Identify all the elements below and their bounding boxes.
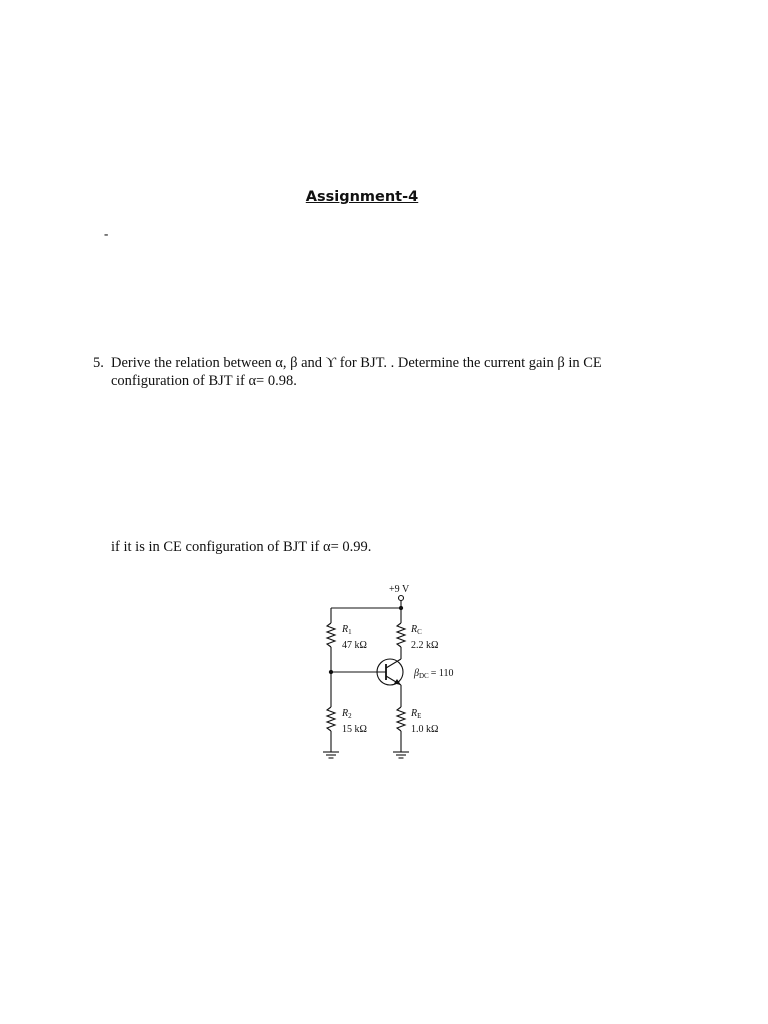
rc-value: 2.2 kΩ bbox=[411, 640, 439, 651]
r2-value: 15 kΩ bbox=[342, 724, 367, 735]
re-label: $R_E$ bbox=[411, 708, 422, 720]
rc-label: $R_C$ bbox=[411, 624, 422, 636]
question-text: Derive the relation between α, β and ϒ for BJT. . Determine the current gain β in CE configuration of BJT if α= 0.98. bbox=[111, 355, 602, 389]
supply-label: +9 V bbox=[389, 584, 410, 595]
beta-label: $\beta_{DC} = 110$ bbox=[414, 668, 454, 680]
stray-mark: - bbox=[104, 226, 109, 241]
r2-label: $R_2$ bbox=[342, 708, 352, 720]
r1-value: 47 kΩ bbox=[342, 640, 367, 651]
rc-resistor bbox=[397, 623, 405, 647]
re-value: 1.0 kΩ bbox=[411, 724, 439, 735]
followup-text: if it is in CE configuration of BJT if α= 0.99. bbox=[111, 539, 372, 555]
r1-label: $R_1$ bbox=[342, 624, 352, 636]
transistor-collector bbox=[386, 659, 401, 668]
re-resistor bbox=[397, 707, 405, 731]
r1-resistor bbox=[327, 623, 335, 647]
bjt-voltage-divider-circuit bbox=[300, 575, 500, 775]
question-number: 5. bbox=[93, 355, 104, 371]
ground-right bbox=[393, 752, 409, 758]
assignment-title: Assignment-4 bbox=[305, 189, 419, 205]
ground-left bbox=[323, 752, 339, 758]
question-5 bbox=[93, 354, 673, 390]
supply-terminal bbox=[399, 596, 404, 601]
r2-resistor bbox=[327, 707, 335, 731]
